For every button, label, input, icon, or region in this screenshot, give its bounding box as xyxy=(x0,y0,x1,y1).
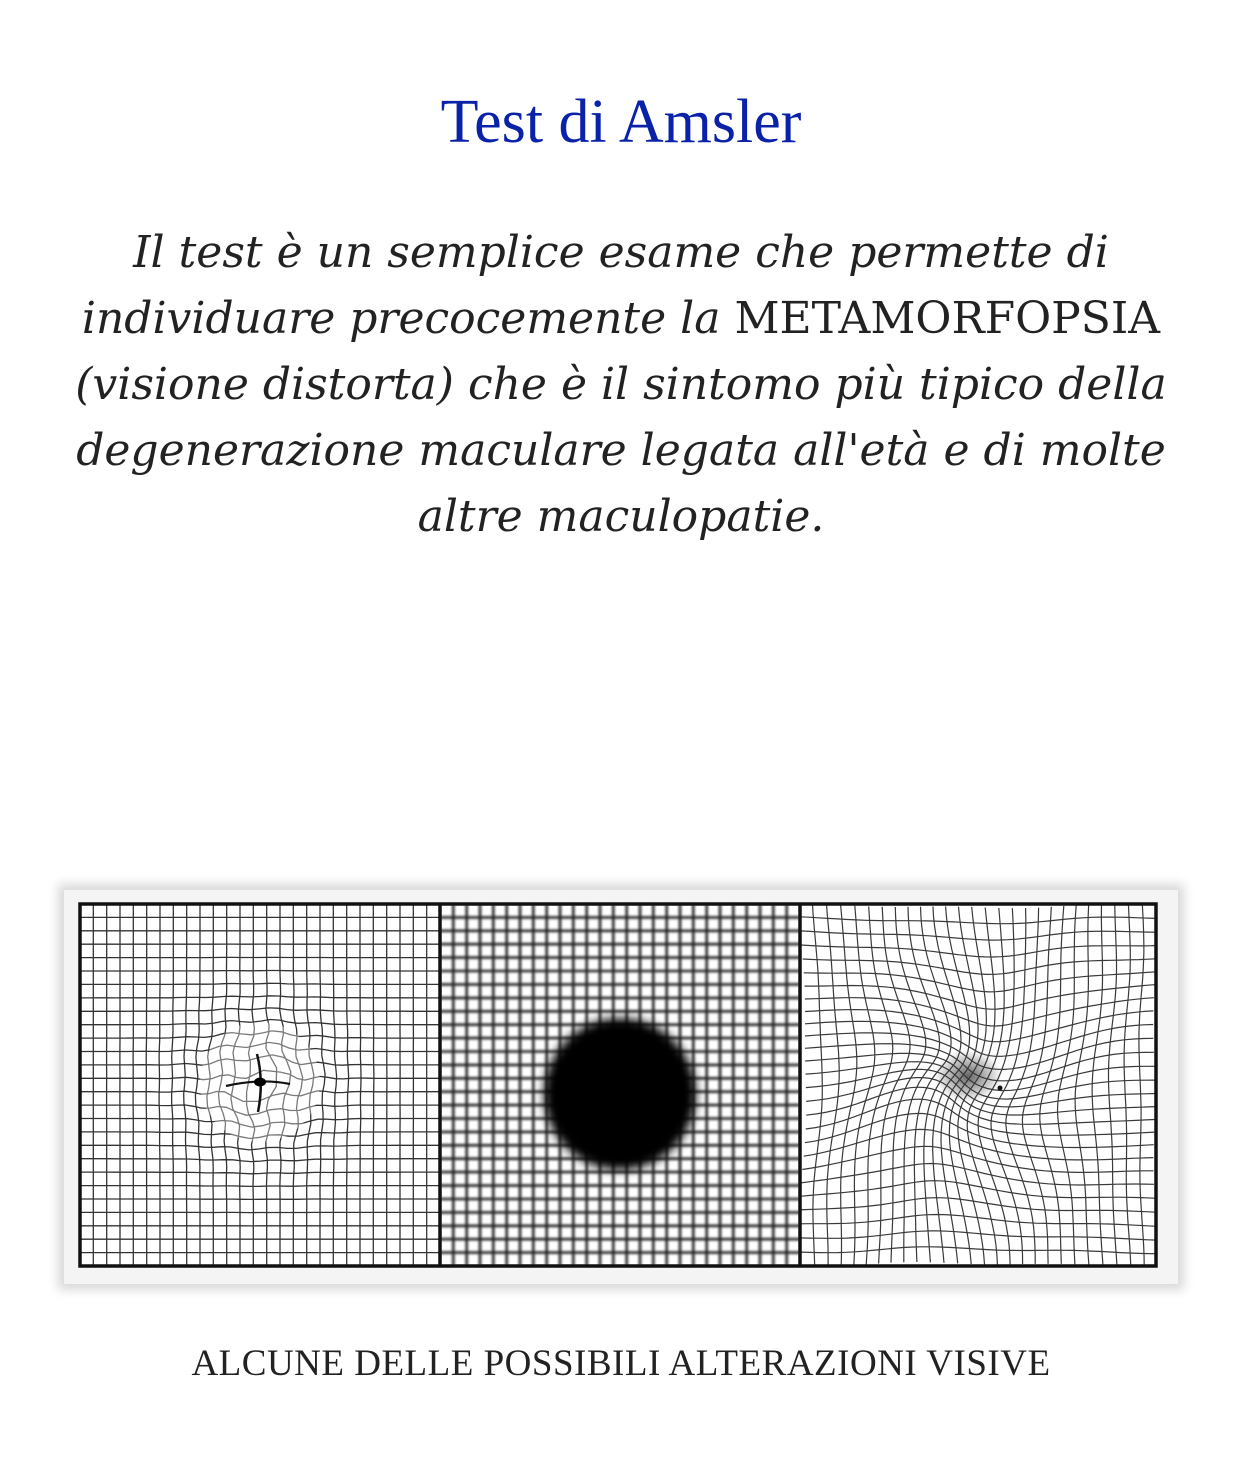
intro-text-part1: Il test è un semplice esame che permette di individuare precocemente la xyxy=(81,227,1109,344)
metamorphopsia-smudge xyxy=(934,1050,1002,1102)
grid-line-vertical xyxy=(146,904,147,1266)
amsler-panel-central-scotoma xyxy=(440,904,800,1266)
figure-caption: ALCUNE DELLE POSSIBILI ALTERAZIONI VISIVE xyxy=(191,1343,1051,1384)
distortion-center-dot xyxy=(254,1078,266,1087)
intro-text-part2: (visione distorta) che è il sintomo più tipico della degenerazione maculare legata all'età e di molte altre maculopatie. xyxy=(75,359,1167,542)
grid-line-horizontal xyxy=(80,971,440,972)
page-title: Test di Amsler xyxy=(440,88,802,156)
amsler-grid-figure xyxy=(64,890,1178,1284)
intro-term: METAMORFOPSIA xyxy=(734,293,1161,344)
intro-paragraph xyxy=(70,220,1172,550)
grid-line-vertical xyxy=(373,904,374,1266)
metamorphopsia-dot xyxy=(998,1086,1003,1091)
central-scotoma xyxy=(544,1018,696,1170)
amsler-grid-illustration xyxy=(64,890,1178,1284)
